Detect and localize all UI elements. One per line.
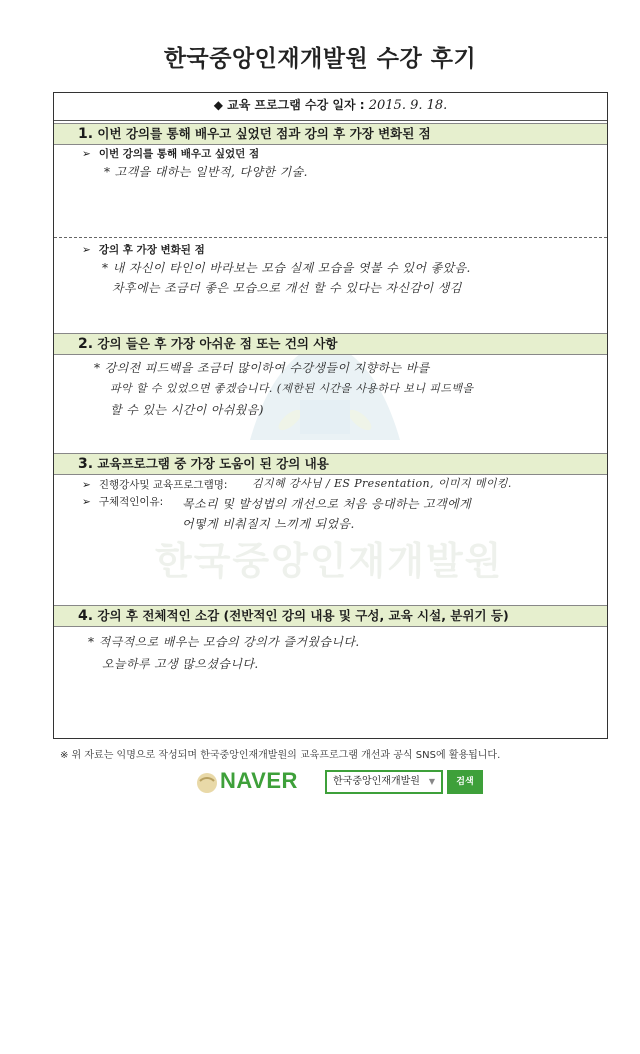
arrow-icon: ➢	[82, 496, 91, 508]
arrow-icon: ➢	[82, 148, 91, 160]
section-3-sub1-label: ➢ 진행강사및 교육프로그램명:	[82, 479, 228, 491]
arrow-icon: ➢	[82, 244, 91, 256]
section-3-heading: 3. 교육프로그램 중 가장 도움이 된 강의 내용	[54, 453, 607, 475]
page-title: 한국중앙인재개발원 수강 후기	[163, 46, 477, 72]
section-2-answer-line2: 파악 할 수 있었으면 좋겠습니다. (제한된 시간을 사용하다 보니 피드백을	[110, 382, 474, 395]
section-2-answer-line3: 할 수 있는 시간이 아쉬웠음)	[110, 403, 264, 417]
naver-search-input[interactable]: 한국중앙인재개발원 ▼	[325, 770, 443, 794]
section-1-sub2-answer-line2: 차후에는 조금더 좋은 모습으로 개선 할 수 있다는 자신감이 생김	[112, 281, 462, 295]
section-1-sub1-answer: * 고객을 대하는 일반적, 다양한 기술.	[104, 165, 308, 179]
naver-search-button[interactable]: 검색	[447, 770, 483, 794]
section-3-sub2-answer-line1: 목소리 및 발성법의 개선으로 처음 응대하는 고객에게	[182, 497, 472, 511]
section-3-sub1-answer: 김지혜 강사님 / ES Presentation, 이미지 메이킹.	[252, 477, 512, 490]
section-2-answer-line1: * 강의전 피드백을 조금더 많이하여 수강생들이 지향하는 바를	[94, 361, 430, 375]
section-4-heading: 4. 강의 후 전체적인 소감 (전반적인 강의 내용 및 구성, 교육 시설, 분위기 등)	[54, 605, 607, 627]
naver-bulb-icon	[195, 771, 219, 795]
section-1-sub1-label: ➢ 이번 강의를 통해 배우고 싶었던 점	[82, 148, 260, 160]
section-1-sub2-label: ➢ 강의 후 가장 변화된 점	[82, 244, 205, 256]
dropdown-icon: ▼	[428, 777, 435, 786]
date-value: 2015. 9. 18.	[368, 98, 448, 113]
naver-logo: NAVER	[220, 768, 298, 793]
date-row	[54, 93, 607, 121]
review-form	[53, 92, 608, 739]
divider	[54, 237, 607, 238]
section-2-heading: 2. 강의 들은 후 가장 아쉬운 점 또는 건의 사항	[54, 333, 607, 355]
section-1-heading: 1. 이번 강의를 통해 배우고 싶었던 점과 강의 후 가장 변화된 점	[54, 123, 607, 145]
naver-search-banner	[195, 768, 490, 798]
date-label: ◆ 교육 프로그램 수강 일자 :	[213, 98, 365, 112]
section-3-sub2-answer-line2: 어떻게 비춰질지 느끼게 되었음.	[182, 517, 355, 531]
watermark-text: 한국중앙인재개발원	[155, 539, 504, 583]
footer-note: ※ 위 자료는 익명으로 작성되며 한국중앙인재개발원의 교육프로그램 개선과 공식 SNS에 활용됩니다.	[60, 750, 501, 761]
section-3-sub2-label: ➢ 구체적인이유:	[82, 496, 164, 508]
section-4-answer-line1: * 적극적으로 배우는 모습의 강의가 즐거웠습니다.	[88, 635, 360, 649]
arrow-icon: ➢	[82, 479, 91, 491]
section-1-sub2-answer-line1: * 내 자신이 타인이 바라보는 모습 실제 모습을 엿볼 수 있어 좋았음.	[102, 261, 471, 275]
section-4-answer-line2: 오늘하루 고생 많으셨습니다.	[102, 657, 259, 671]
